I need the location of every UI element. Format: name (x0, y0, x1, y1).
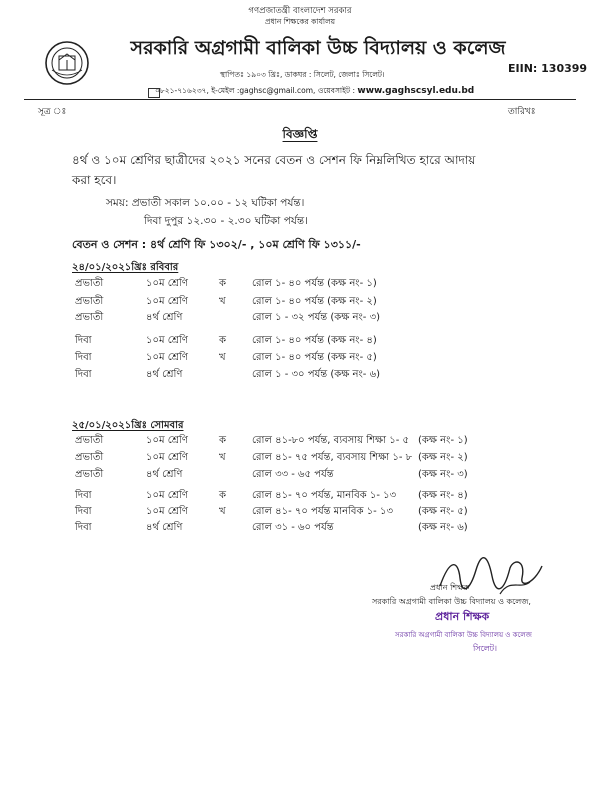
cell-sec: ক (219, 278, 226, 289)
cell-shift: প্রভাতী (75, 469, 104, 480)
cell-room: (কক্ষ নং- ৫) (418, 506, 468, 517)
cell-roll: রোল ১- ৪০ পর্যন্ত (কক্ষ নং- ৪) (252, 335, 377, 346)
cell-cls: ১০ম শ্রেণি (146, 296, 188, 307)
schedule-row (0, 450, 600, 464)
official-stamp (395, 608, 532, 656)
eiin-number: EIIN: 130399 (508, 62, 588, 75)
contact-line (155, 86, 474, 98)
cell-cls: ৪র্থ শ্রেণি (146, 369, 183, 380)
cell-shift: প্রভাতী (75, 435, 104, 446)
cell-shift: প্রভাতী (75, 296, 104, 307)
cell-sec: ক (219, 435, 226, 446)
time-day: দিবা দুপুর ১২.৩০ - ২.৩০ ঘটিকা পর্যন্ত। (144, 215, 308, 227)
schedule-row (0, 276, 600, 290)
office-line: প্রধান শিক্ষকের কার্যালয় (264, 17, 336, 26)
cell-roll: রোল ৩৩ - ৬৫ পর্যন্ত (252, 469, 334, 480)
signature-org: সরকারি অগ্রগামী বালিকা উচ্চ বিদ্যালয় ও কলেজ, (372, 597, 531, 606)
cell-cls: ৪র্থ শ্রেণি (146, 469, 183, 480)
cell-roll: রোল ৪১- ৭৫ পর্যন্ত, ব্যবসায় শিক্ষা ১- ৮ (252, 452, 413, 463)
cell-roll: রোল ৪১- ৭০ পর্যন্ত মানবিক ১- ১৩ (252, 506, 393, 517)
cell-shift: প্রভাতী (75, 312, 104, 323)
school-name: সরকারি অগ্রগামী বালিকা উচ্চ বিদ্যালয় ও কলেজ (130, 37, 506, 59)
govt-line: গণপ্রজাতন্ত্রী বাংলাদেশ সরকার (248, 6, 352, 16)
cell-sec: ক (219, 335, 226, 346)
cell-cls: ১০ম শ্রেণি (146, 490, 188, 501)
cell-cls: ১০ম শ্রেণি (146, 335, 188, 346)
schedule-row (0, 504, 600, 518)
cell-cls: ৪র্থ শ্রেণি (146, 312, 183, 323)
schedule-row (0, 520, 600, 534)
school-address: স্থাপিতঃ ১৯০৩ খ্রিঃ, ডাকঘর : সিলেট, জেলাঃ সিলেট। (220, 70, 385, 79)
stamp-city: সিলেট। (473, 644, 497, 653)
cell-room: (কক্ষ নং- ২) (418, 452, 468, 463)
school-emblem-icon (44, 40, 90, 86)
cell-cls: ১০ম শ্রেণি (146, 506, 188, 517)
notice-line-2: করা হবে। (72, 173, 117, 187)
cell-cls: ১০ম শ্রেণি (146, 435, 188, 446)
stamp-org: সরকারি অগ্রগামী বালিকা উচ্চ বিদ্যালয় ও কলেজ (395, 631, 532, 639)
cell-roll: রোল ১ - ৩০ পর্যন্ত (কক্ষ নং- ৬) (252, 369, 380, 380)
cell-sec: খ (219, 452, 226, 463)
cell-sec: খ (219, 506, 226, 517)
cell-shift: প্রভাতী (75, 452, 104, 463)
schedule-date-1: ২৪/০১/২০২১খ্রিঃ রবিবার (72, 262, 179, 273)
schedule-date-2: ২৫/০১/২০২১খ্রিঃ সোমবার (72, 420, 184, 431)
cell-sec: ক (219, 490, 226, 501)
cell-cls: ৪র্থ শ্রেণি (146, 522, 183, 533)
schedule-row (0, 294, 600, 308)
header-divider (24, 99, 576, 100)
cell-room: (কক্ষ নং- ৩) (418, 469, 468, 480)
website-link[interactable]: www.gaghscsyl.edu.bd (357, 86, 475, 96)
schedule-row (0, 367, 600, 381)
fee-line: বেতন ও সেশন : ৪র্থ শ্রেণি ফি ১৩০২/- , ১০ম শ্রেণি ফি ১৩১১/- (72, 238, 361, 251)
cell-shift: দিবা (75, 352, 92, 363)
schedule-row (0, 310, 600, 324)
contact-text: ০৮২১-৭১৬২৩৭, ই-মেইল :gaghsc@gmail.com, ওয়েবসাইট : (155, 86, 358, 95)
cell-roll: রোল ১ - ৩২ পর্যন্ত (কক্ষ নং- ৩) (252, 312, 380, 323)
cell-shift: দিবা (75, 522, 92, 533)
schedule-row (0, 333, 600, 347)
schedule-row (0, 488, 600, 502)
cell-sec: খ (219, 296, 226, 307)
notice-title (0, 126, 600, 146)
cell-roll: রোল ১- ৪০ পর্যন্ত (কক্ষ নং- ৫) (252, 352, 377, 363)
notice-line-1: ৪র্থ ও ১০ম শ্রেণির ছাত্রীদের ২০২১ সনের বেতন ও সেশন ফি নিম্নলিখিত হারে আদায় (72, 153, 476, 167)
cell-roll: রোল ৩১ - ৬০ পর্যন্ত (252, 522, 334, 533)
cell-shift: দিবা (75, 506, 92, 517)
cell-room: (কক্ষ নং- ৬) (418, 522, 468, 533)
schedule-row (0, 467, 600, 481)
notice-title-text: বিজ্ঞপ্তি (282, 127, 318, 141)
cell-room: (কক্ষ নং- ১) (418, 435, 468, 446)
cell-roll: রোল ১- ৪০ পর্যন্ত (কক্ষ নং- ২) (252, 296, 377, 307)
schedule-row (0, 433, 600, 447)
cell-shift: দিবা (75, 335, 92, 346)
cell-roll: রোল ৪১-৮০ পর্যন্ত, ব্যবসায় শিক্ষা ১- ৫ (252, 435, 409, 446)
cell-cls: ১০ম শ্রেণি (146, 352, 188, 363)
cell-roll: রোল ১- ৪০ পর্যন্ত (কক্ষ নং- ১) (252, 278, 377, 289)
cell-roll: রোল ৪১- ৭০ পর্যন্ত, মানবিক ১- ১৩ (252, 490, 397, 501)
cell-shift: দিবা (75, 490, 92, 501)
cell-room: (কক্ষ নং- ৪) (418, 490, 468, 501)
cell-shift: দিবা (75, 369, 92, 380)
cell-cls: ১০ম শ্রেণি (146, 278, 188, 289)
stamp-title: প্রধান শিক্ষক (435, 610, 490, 623)
cell-sec: খ (219, 352, 226, 363)
signature-title: প্রধান শিক্ষক (430, 583, 470, 592)
cell-cls: ১০ম শ্রেণি (146, 452, 188, 463)
date-label: তারিখঃ (508, 107, 536, 117)
time-morning: সময়: প্রভাতী সকাল ১০.০০ - ১২ ঘটিকা পর্যন্ত। (106, 197, 305, 209)
cell-shift: প্রভাতী (75, 278, 104, 289)
schedule-row (0, 350, 600, 364)
ref-label: সূত্র ঃ (38, 107, 67, 117)
